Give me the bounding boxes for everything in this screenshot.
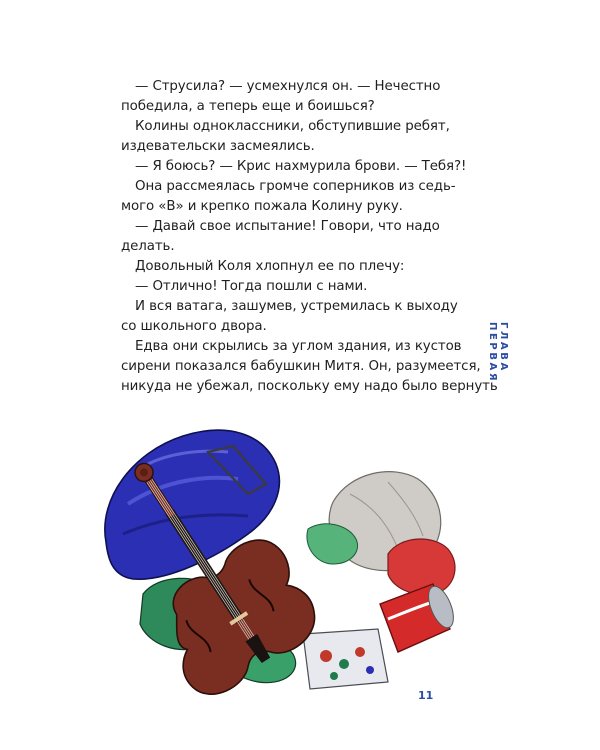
text-line: Она рассмеялась громче соперников из седь- [135,179,456,194]
text-line: Колины одноклассники, обступившие ребят, [135,119,450,134]
text-line: — Я боюсь? — Крис нахмурила брови. — Тебя?! [135,159,467,174]
page-number: 11 [418,689,434,702]
soda-can [380,583,459,652]
text-line: — Давай свое испытание! Говори, что надо [135,219,440,234]
text-line: делать. [121,239,175,254]
red-bag [388,539,455,595]
chapter-title: ГЛАВА ПЕРВАЯ [487,322,509,384]
text-line: никуда не убежал, поскольку ему надо было вернуть [121,379,498,394]
text-line: — Струсила? — усмехнулся он. — Нечестно [135,79,441,94]
text-line: победила, а теперь еще и боишься? [121,99,375,114]
text-line: издевательски засмеялись. [121,139,315,154]
text-line: — Отлично! Тогда пошли с нами. [135,279,368,294]
candy-wrapper [303,629,388,689]
violin-trash-illustration [88,424,478,709]
text-line: со школьного двора. [121,319,267,334]
text-line: Едва они скрылись за углом здания, из кустов [135,339,462,354]
text-line: Довольный Коля хлопнул ее по плечу: [135,259,405,274]
text-line: сирени показался бабушкин Митя. Он, разумеется, [121,359,481,374]
text-line: мого «В» и крепко пожала Колину руку. [121,199,403,214]
text-line: И вся ватага, зашумев, устремилась к выходу [135,299,458,314]
